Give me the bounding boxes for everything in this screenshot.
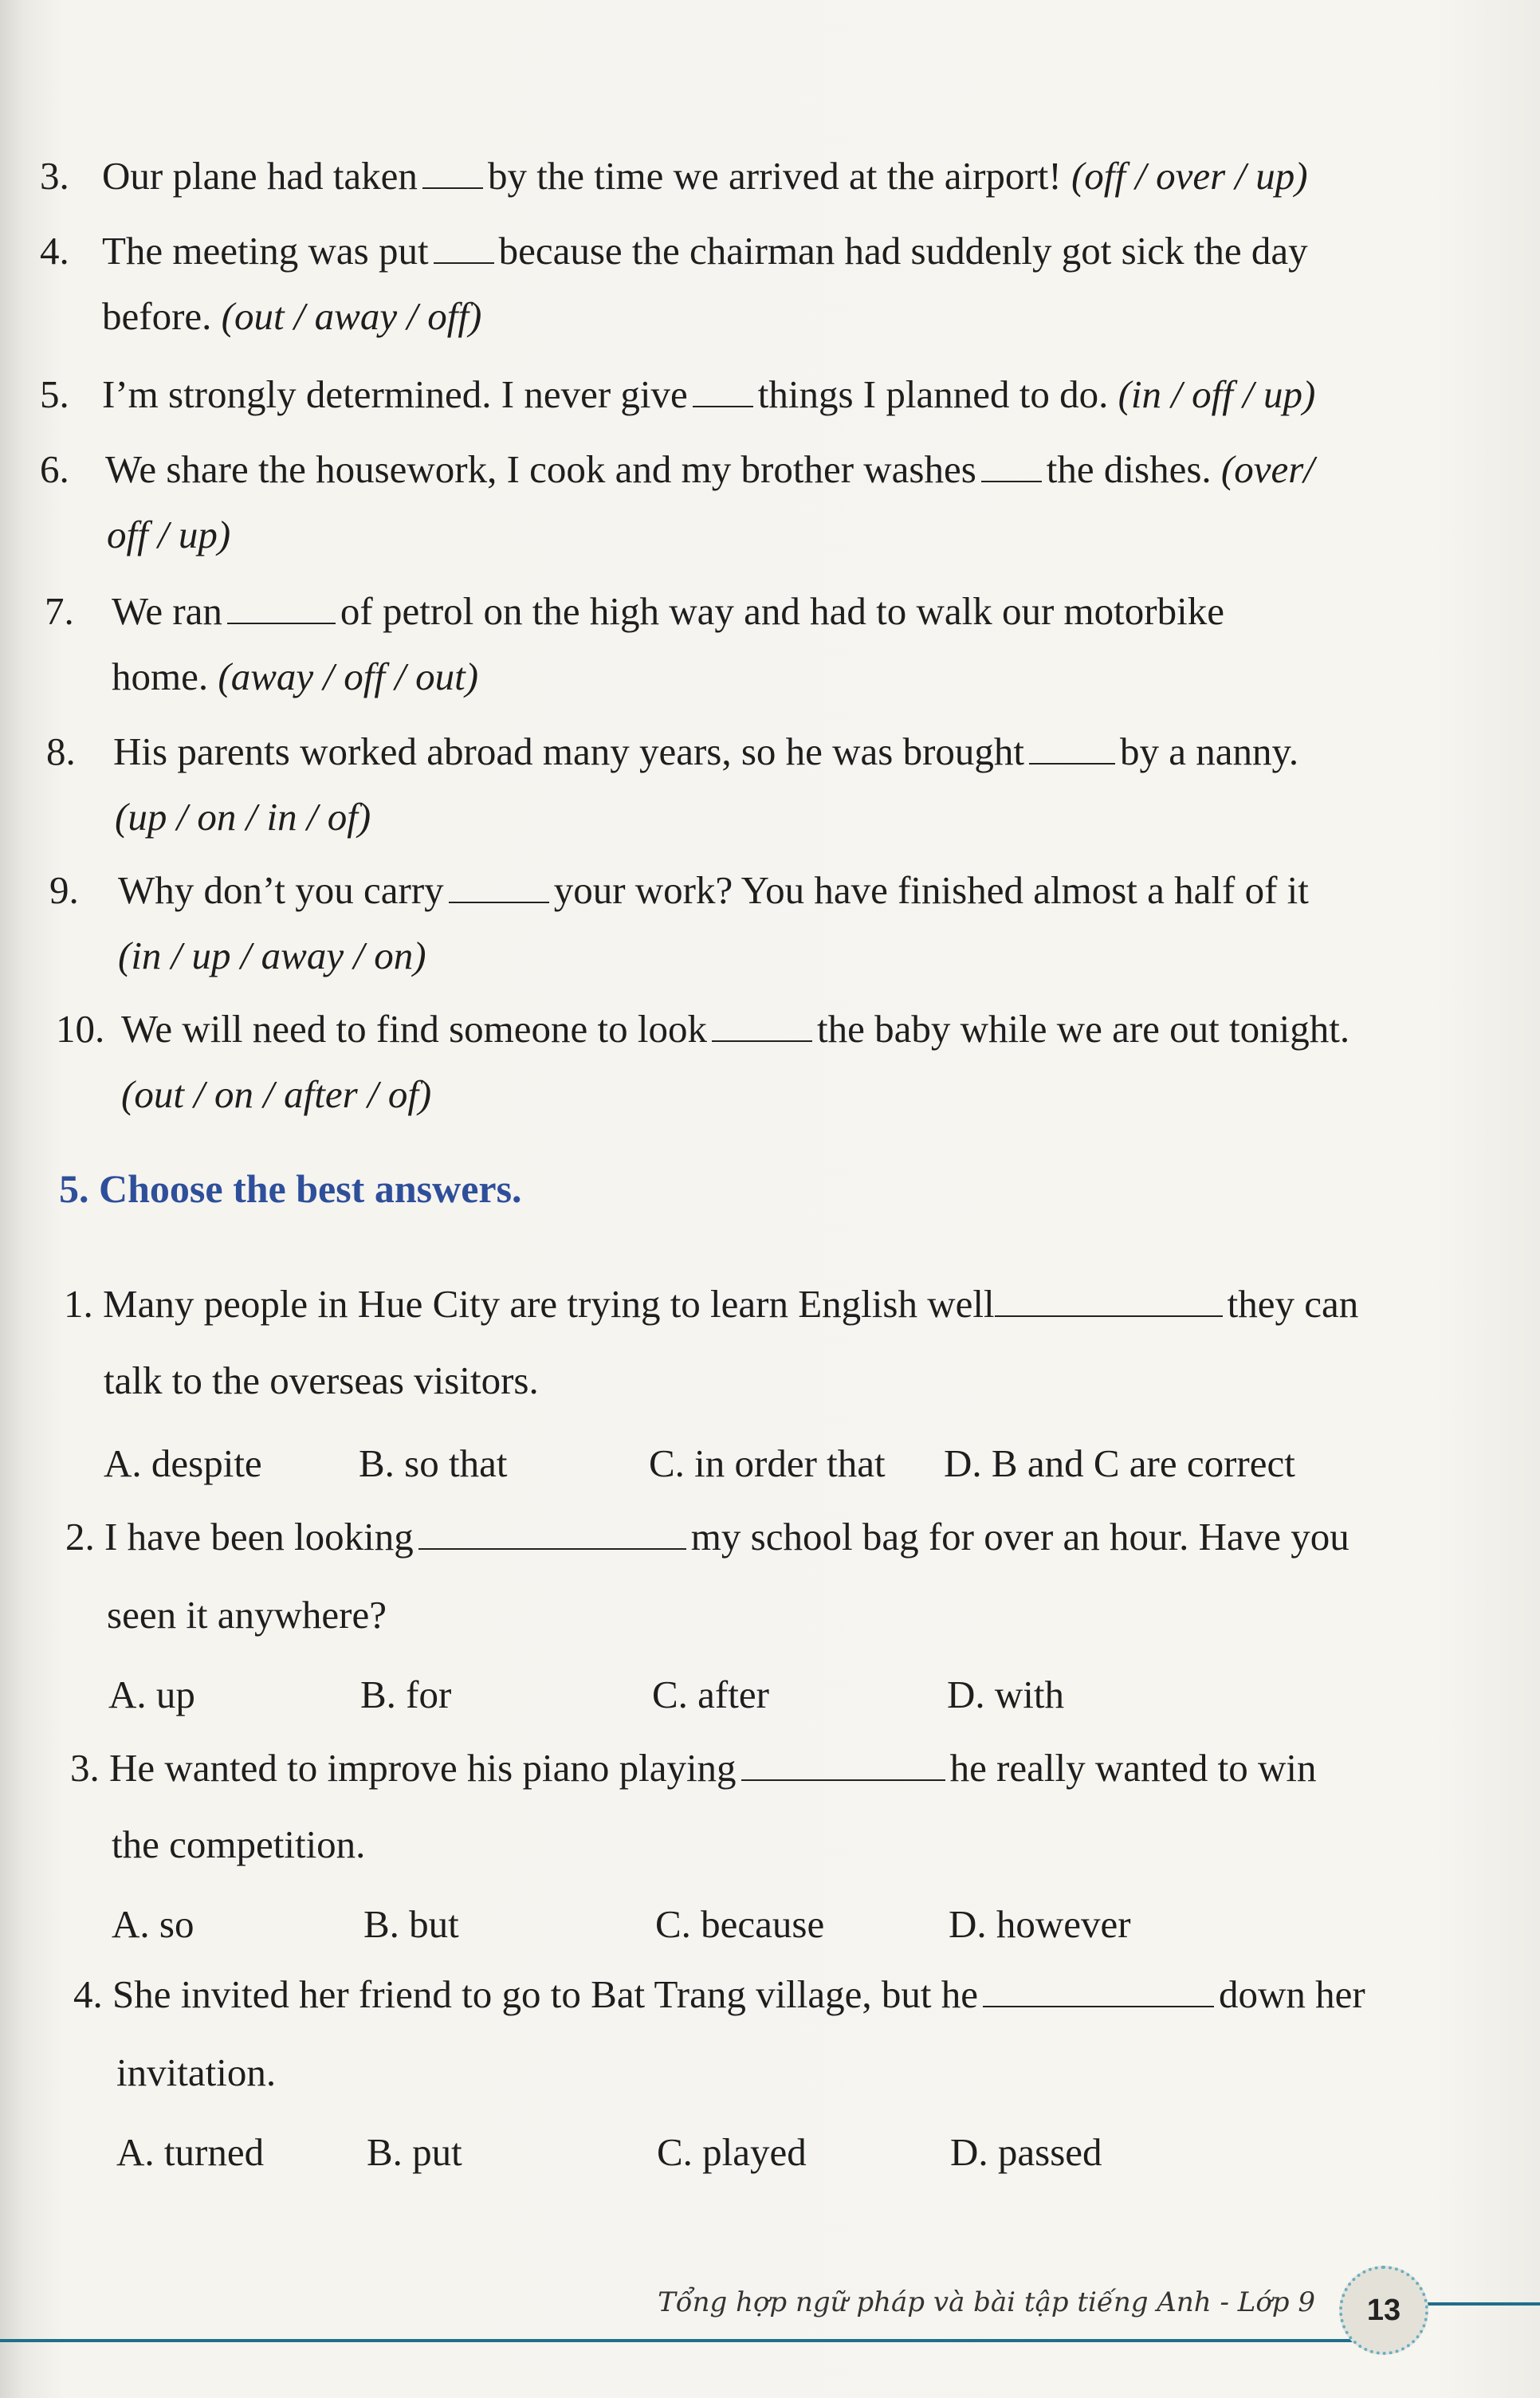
question-text-pre: Many people in Hue City are trying to learn English well bbox=[103, 1282, 995, 1326]
question-number: 4. bbox=[73, 1972, 103, 2016]
choice-d[interactable]: D. passed bbox=[950, 2130, 1102, 2174]
mc-question-1-continuation: talk to the overseas visitors. bbox=[104, 1358, 539, 1402]
item-text-pre: We share the housework, I cook and my brother washes bbox=[105, 447, 976, 491]
ex4-item-5 bbox=[40, 362, 1315, 427]
answer-blank[interactable] bbox=[995, 1315, 1223, 1317]
answer-blank[interactable] bbox=[418, 1547, 686, 1550]
ex4-item-7 bbox=[45, 579, 1224, 644]
mc-choices-4 bbox=[0, 2114, 1540, 2191]
item-text-post: things I planned to do. bbox=[757, 372, 1109, 416]
answer-blank[interactable] bbox=[983, 2005, 1214, 2007]
item-options: (in / off / up) bbox=[1118, 372, 1316, 416]
item-text-post: by the time we arrived at the airport! bbox=[487, 154, 1062, 198]
answer-blank[interactable] bbox=[449, 901, 549, 903]
answer-blank[interactable] bbox=[741, 1779, 945, 1781]
item-text-pre: We will need to find someone to look bbox=[121, 1007, 707, 1051]
item-options: (away / off / out) bbox=[218, 655, 479, 698]
ex4-item-9 bbox=[49, 858, 1309, 923]
question-text-pre: She invited her friend to go to Bat Trang village, but he bbox=[112, 1972, 979, 2016]
item-text-pre: Why don’t you carry bbox=[118, 868, 444, 912]
ex4-item-8 bbox=[46, 719, 1298, 784]
choice-a[interactable]: A. up bbox=[108, 1673, 195, 1716]
item-options: (off / over / up) bbox=[1071, 154, 1308, 198]
mc-question-4 bbox=[73, 1956, 1365, 2033]
item-text-post: your work? You have finished almost a half of it bbox=[553, 868, 1309, 912]
item-options: off / up) bbox=[107, 513, 231, 556]
question-number: 3. bbox=[70, 1746, 100, 1790]
question-text-pre: He wanted to improve his piano playing bbox=[109, 1746, 737, 1790]
item-number: 6. bbox=[40, 447, 69, 491]
mc-choices-3 bbox=[0, 1886, 1540, 1963]
choice-c[interactable]: C. because bbox=[655, 1902, 825, 1946]
ex4-item-7-continuation bbox=[112, 644, 478, 710]
item-number: 10. bbox=[56, 1007, 105, 1051]
question-number: 1. bbox=[64, 1282, 93, 1326]
ex4-item-3 bbox=[40, 143, 1308, 209]
question-text-post: my school bag for over an hour. Have you bbox=[690, 1515, 1349, 1559]
footer-rule-right bbox=[1419, 2302, 1540, 2306]
item-options: (out / away / off) bbox=[221, 294, 482, 338]
choice-c[interactable]: C. in order that bbox=[649, 1441, 886, 1485]
item-options: (out / on / after / of) bbox=[121, 1072, 432, 1116]
ex4-item-10 bbox=[56, 997, 1349, 1062]
ex4-item-10-continuation bbox=[121, 1062, 431, 1127]
item-text-pre: The meeting was put bbox=[102, 229, 429, 273]
section-title: 5. Choose the best answers. bbox=[59, 1166, 522, 1211]
answer-blank[interactable] bbox=[693, 405, 753, 407]
mc-question-4-continuation: invitation. bbox=[116, 2050, 277, 2094]
choice-c[interactable]: C. played bbox=[657, 2130, 807, 2174]
question-text-post: they can bbox=[1227, 1282, 1359, 1326]
answer-blank[interactable] bbox=[422, 187, 483, 189]
choice-d[interactable]: D. B and C are correct bbox=[944, 1441, 1295, 1485]
item-text-cont: home. bbox=[112, 655, 209, 698]
item-text-pre: I’m strongly determined. I never give bbox=[102, 372, 688, 416]
item-text-pre: Our plane had taken bbox=[102, 154, 418, 198]
answer-blank[interactable] bbox=[227, 622, 336, 624]
mc-question-3-continuation: the competition. bbox=[112, 1822, 366, 1866]
question-text-pre: I have been looking bbox=[104, 1515, 414, 1559]
item-options: (over/ bbox=[1220, 447, 1314, 491]
item-options: (in / up / away / on) bbox=[118, 934, 426, 977]
choice-b[interactable]: B. for bbox=[360, 1673, 452, 1716]
choice-b[interactable]: B. put bbox=[367, 2130, 462, 2174]
mc-question-2-continuation: seen it anywhere? bbox=[107, 1593, 387, 1637]
question-number: 2. bbox=[65, 1515, 95, 1559]
choice-a[interactable]: A. despite bbox=[104, 1441, 262, 1485]
mc-question-3 bbox=[70, 1730, 1316, 1806]
question-text-post: he really wanted to win bbox=[949, 1746, 1317, 1790]
choice-d[interactable]: D. however bbox=[949, 1902, 1131, 1946]
item-text-post: the dishes. bbox=[1046, 447, 1212, 491]
ex4-item-4 bbox=[40, 218, 1308, 284]
choice-b[interactable]: B. so that bbox=[359, 1441, 508, 1485]
ex4-item-9-continuation bbox=[118, 923, 426, 989]
item-text-post: of petrol on the high way and had to walk our motorbike bbox=[340, 589, 1224, 633]
book-title: Tổng hợp ngữ pháp và bài tập tiếng Anh - Lớp 9 bbox=[658, 2286, 1315, 2318]
item-text-pre: We ran bbox=[112, 589, 222, 633]
mc-question-1 bbox=[64, 1266, 1358, 1342]
ex4-item-6 bbox=[40, 437, 1314, 502]
mc-choices-1 bbox=[0, 1425, 1540, 1502]
page-number: 13 bbox=[1339, 2266, 1428, 2355]
item-number: 3. bbox=[40, 154, 69, 198]
item-number: 9. bbox=[49, 868, 79, 912]
ex4-item-6-continuation bbox=[107, 502, 230, 568]
choice-d[interactable]: D. with bbox=[947, 1673, 1064, 1716]
choice-a[interactable]: A. so bbox=[112, 1902, 194, 1946]
mc-question-2 bbox=[65, 1499, 1349, 1575]
answer-blank[interactable] bbox=[981, 480, 1042, 482]
item-text-pre: His parents worked abroad many years, so he was brought bbox=[113, 729, 1025, 773]
choice-b[interactable]: B. but bbox=[363, 1902, 459, 1946]
footer-rule bbox=[0, 2339, 1355, 2342]
item-options: (up / on / in / of) bbox=[115, 795, 371, 839]
item-number: 5. bbox=[40, 372, 69, 416]
ex4-item-8-continuation bbox=[115, 784, 371, 850]
answer-blank[interactable] bbox=[434, 261, 494, 264]
item-number: 8. bbox=[46, 729, 76, 773]
item-text-cont: before. bbox=[102, 294, 212, 338]
item-text-post: the baby while we are out tonight. bbox=[817, 1007, 1350, 1051]
mc-choices-2 bbox=[0, 1657, 1540, 1733]
ex4-item-4-continuation bbox=[102, 284, 481, 349]
choice-c[interactable]: C. after bbox=[652, 1673, 769, 1716]
answer-blank[interactable] bbox=[712, 1040, 812, 1042]
item-number: 7. bbox=[45, 589, 74, 633]
answer-blank[interactable] bbox=[1029, 762, 1115, 765]
question-text-post: down her bbox=[1219, 1972, 1365, 2016]
item-text-post: by a nanny. bbox=[1120, 729, 1299, 773]
choice-a[interactable]: A. turned bbox=[116, 2130, 265, 2174]
item-text-post: because the chairman had suddenly got sick the day bbox=[498, 229, 1308, 273]
item-number: 4. bbox=[40, 229, 69, 273]
